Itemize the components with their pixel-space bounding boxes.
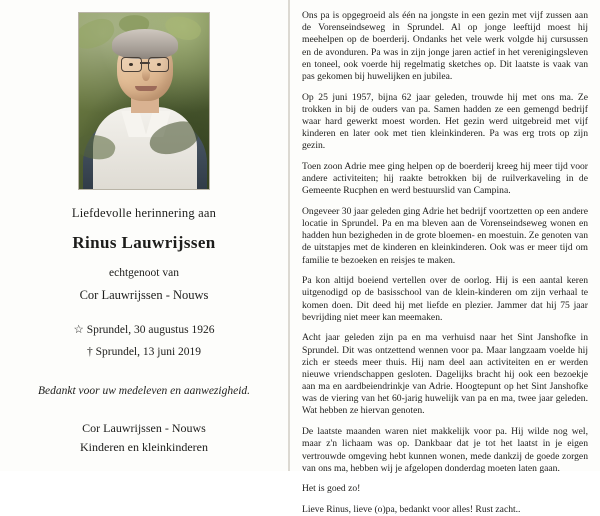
glasses-lens-right [148,57,169,72]
obituary-farewell-line: Lieve Rinus, lieve (o)pa, bedankt voor alles! Rust zacht.. [302,504,521,516]
death-date: † Sprundel, 13 juni 2019 [86,345,202,358]
intro-line: Liefdevolle herinnering aan [71,206,217,220]
obituary-paragraph: Toen zoon Adrie mee ging helpen op de boerderij kreeg hij meer tijd voor andere activiteiten; hij raakte betrokken bij de ruilverkaveling in de Gemeente Rucphen en werd bestuurslid van Campina. [302,160,588,197]
signoff-line-1: Cor Lauwrijssen - Nouws [82,420,206,435]
obituary-paragraph: De laatste maanden waren niet makkelijk voor pa. Hij wilde nog wel, maar z'n lichaam was op. Dankbaar dat je tot het laatst in je eigen vertrouwde omgeving hebt kunnen wonen, mede dankzij de goede zorgen van ons ma, hebben wij je afgelopen donderdag moeten laten gaan. [302,426,588,474]
memorial-text-block [14,190,274,458]
obituary-paragraph: Pa kon altijd boeiend vertellen over de oorlog. Hij is een aantal keren uitgenodigd op de basisschool van de klein-kinderen om zijn verhaal te komen doen. Dit deed hij met liefde en plezier. Jammer dat hij 75 jaar bevrijding niet meer kan meemaken. [302,275,588,323]
signoff-line-2: Kinderen en kleinkinderen [80,440,208,455]
glasses-lens-left [121,57,142,72]
thanks-note: Bedankt voor uw medeleven en aanwezigheid. [37,384,251,397]
obituary-paragraph: Ongeveer 30 jaar geleden ging Adrie het bedrijf voortzetten op een andere locatie in Sprundel. Pa en ma bleven aan de Vorenseindseweg wonen en hadden hun bezigheden in de grote bloemen- en moestuin. Ze genoten van de uitstapjes met de kinderen en kleinkinderen. Ook was er meer tijd om familie te bezoeken en reisjes te maken. [302,205,588,266]
mouth-shape [135,86,157,91]
obituary-closing-line: Het is goed zo! [302,483,361,495]
eye-right [157,63,161,66]
glasses-icon [121,57,169,71]
obituary-paragraph: Ons pa is opgegroeid als één na jongste in een gezin met vijf zussen aan de Vorenseindseweg in Sprundel. Al op jonge leeftijd moest hij meehelpen op de boerderij. Ondanks het vele werk volgde hij cursussen en de avonduren. Pa was in zijn jonge jaren actief in het verenigingsleven en toneel, ook voerde hij regelmatig sketches op. Dit laatste is vaak van pas gekomen bij huwelijken en jubilea. [302,10,588,82]
obituary-paragraph: Op 25 juni 1957, bijna 62 jaar geleden, trouwde hij met ons ma. Ze trokken in bij de ouders van pa. Samen hadden ze een gemengd bedrijf waar hard gewerkt moest worden. Het gezin werd uitgebreid met vijf kinderen en later ook met tien kleinkinderen. Pa was erg trots op zijn gezin. [302,91,588,152]
relation-label: echtgenoot van [109,267,179,279]
deceased-name: Rinus Lauwrijssen [72,233,216,252]
life-dates [14,320,274,364]
signoff-block [14,419,274,459]
portrait-photo [78,12,210,190]
right-page [290,0,600,516]
spouse-name: Cor Lauwrijssen - Nouws [79,288,209,302]
obituary-paragraph: Acht jaar geleden zijn pa en ma verhuisd naar het Sint Janshofke in Sprundel. Dit was ontzettend wennen voor pa. Maar langzaam voelde hij zich er steeds meer thuis. Hij nam deel aan activiteiten en er werden nieuwe vriendschappen gesloten. Dagelijks bracht hij ook een bezoekje aan ma en aardbeiendrinkje van Adrie. Hoogtepunt op het Sint Janshofke was de viering van het 60-jarig huwelijk van pa en ma, twee jaar geleden. Wat hebben ze hiervan genoten. [302,332,588,417]
birth-date: ☆ Sprundel, 30 augustus 1926 [73,324,215,336]
hair-shape [112,29,178,59]
left-page [0,0,288,471]
eye-left [129,63,133,66]
